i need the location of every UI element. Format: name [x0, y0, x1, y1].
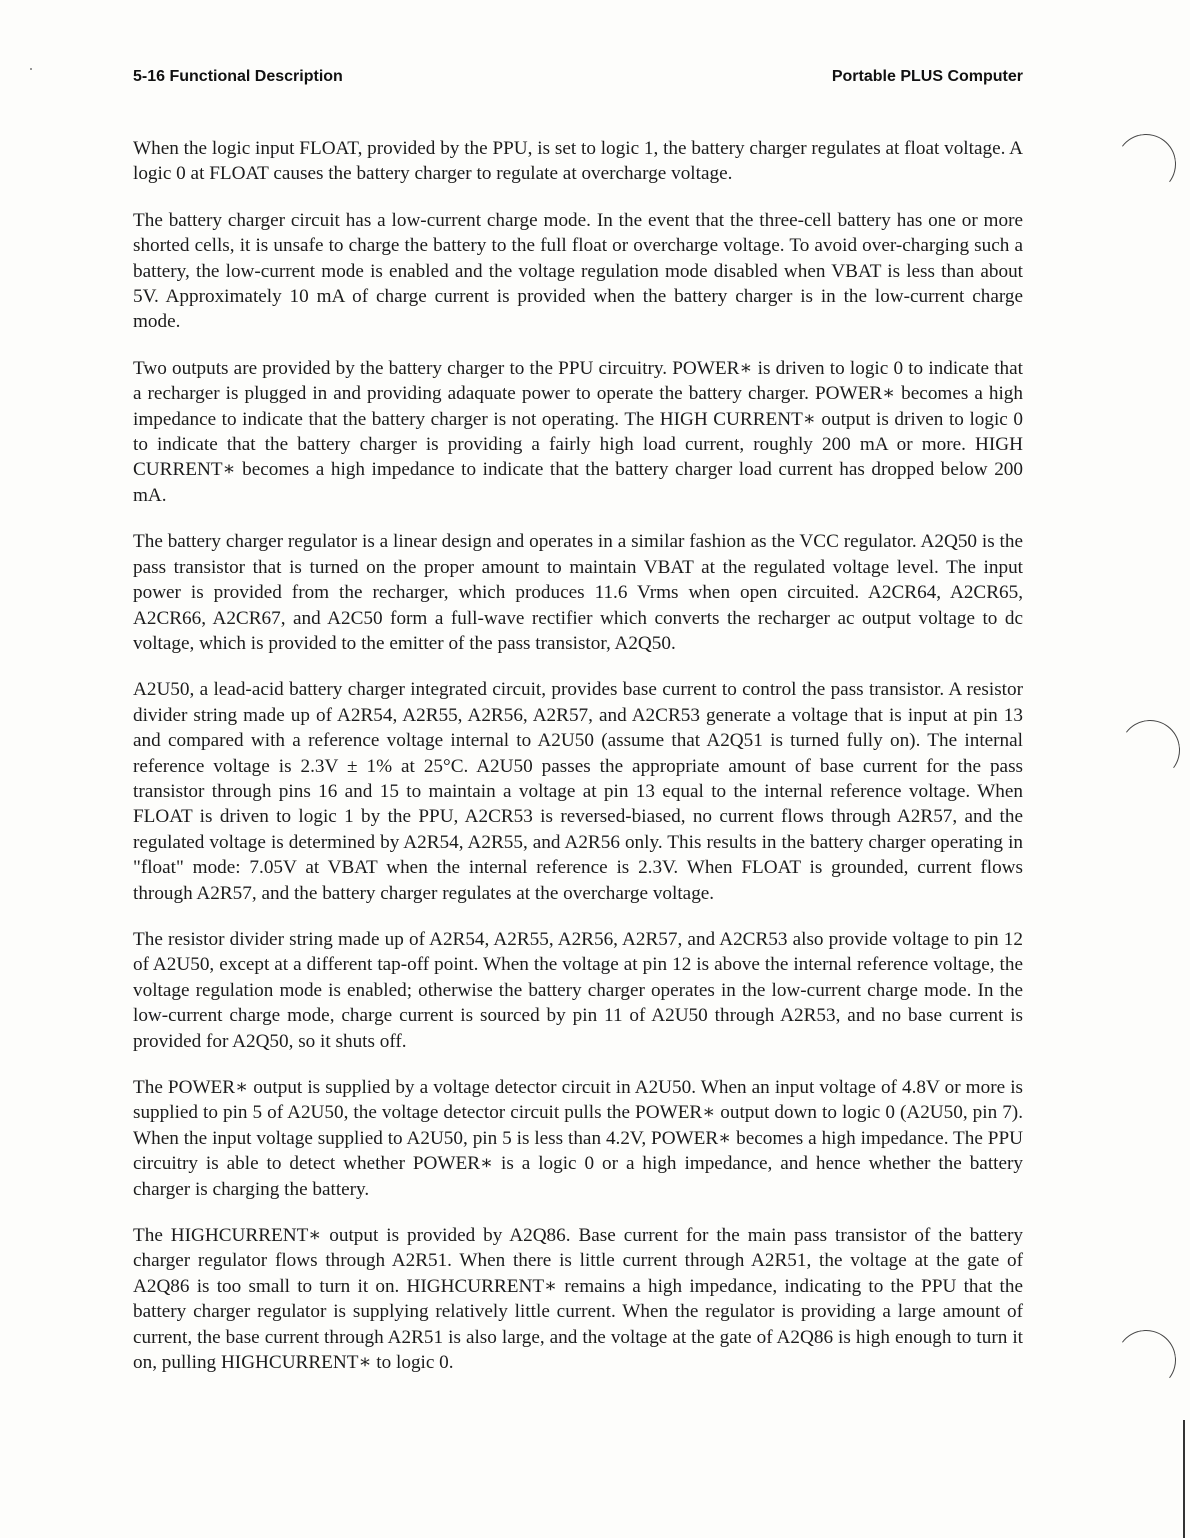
- paragraph-float: When the logic input FLOAT, provided by the PPU, is set to logic 1, the battery charger regulates at float voltage. A logic 0 at FLOAT causes the battery charger to regulate at overcharge voltage.: [133, 138, 1023, 185]
- section-title: 5-16 Functional Description: [133, 68, 343, 85]
- paragraph-low-current-mode: The battery charger circuit has a low-current charge mode. In the event that the three-cell battery has one or more shorted cells, it is unsafe to charge the battery to the full float or overcharge voltage. To avoid over-charging such a battery, the low-current mode is enabled and the voltage regulation mode disabled when VBAT is less than about 5V. Approximately 10 mA of charge current is provided when the battery charger is in the low-current charge mode.: [133, 209, 1023, 333]
- paragraph-regulator: The battery charger regulator is a linear design and operates in a similar fashion as the VCC regulator. A2Q50 is the pass transistor that is turned on the proper amount to maintain VBAT at the regulated voltage level. The input power is provided from the recharger, which produces 11.6 Vrms when open circuited. A2CR64, A2CR65, A2CR66, A2CR67, and A2C50 form a full-wave rectifier which converts the recharger ac output voltage to dc voltage, which is provided to the emitter of the pass transistor, A2Q50.: [133, 531, 1023, 654]
- paragraph-a2u50: A2U50, a lead-acid battery charger integrated circuit, provides base current to control the pass transistor. A resistor divider string made up of A2R54, A2R55, A2R56, A2R57, and A2CR53 generate a voltage that is input at pin 13 and compared with a reference voltage internal to A2U50 (assume that A2Q51 is turned fully on). The internal reference voltage is 2.3V ± 1% at 25°C. A2U50 passes the appropriate amount of base current for the pass transistor through pins 16 and 15 to maintain a voltage at pin 13 equal to the internal reference voltage. When FLOAT is driven to logic 1 by the PPU, A2CR53 is reversed-biased, no current flows through A2R57, and the regulated voltage is determined by A2R54, A2R55, and A2R56 only. This results in the battery charger operating in "float" mode: 7.05V at VBAT when the internal reference is 2.3V. When FLOAT is grounded, current flows through A2R57, and the battery charger regulates at the overcharge voltage.: [133, 679, 1023, 904]
- body-text: [133, 136, 1023, 1396]
- binder-hole-mark-middle: [1116, 716, 1184, 784]
- binder-hole-mark-top: [1112, 130, 1180, 198]
- book-title: Portable PLUS Computer: [831, 68, 1023, 85]
- paragraph-divider-string: The resistor divider string made up of A2R54, A2R55, A2R56, A2R57, and A2CR53 also provide voltage to pin 12 of A2U50, except at a different tap-off point. When the voltage at pin 12 is above the internal reference voltage, the voltage regulation mode is enabled; otherwise the battery charger operates in the low-current charge mode. In the low-current charge mode, charge current is sourced by pin 11 of A2U50 through A2R53, and no base current is provided for A2Q50, so it shuts off.: [133, 928, 1023, 1052]
- paragraph-highcurrent-output: The HIGHCURRENT∗ output is provided by A2Q86. Base current for the main pass transistor of the battery charger regulator flows through A2R51. When there is little current through A2R51, the voltage at the gate of A2Q86 is too small to turn it on. HIGHCURRENT∗ remains a high impedance, indicating to the PPU that the battery charger regulator is supplying relatively little current. When the regulator is providing a large amount of current, the base current through A2R51 is also large, and the voltage at the gate of A2Q86 is high enough to turn it on, pulling HIGHCURRENT∗ to logic 0.: [133, 1225, 1023, 1374]
- paragraph-power-output: The POWER∗ output is supplied by a voltage detector circuit in A2U50. When an input voltage of 4.8V or more is supplied to pin 5 of A2U50, the voltage detector circuit pulls the POWER∗ output down to logic 0 (A2U50, pin 7). When the input voltage supplied to A2U50, pin 5 is less than 4.2V, POWER∗ becomes a high impedance. The PPU circuitry is able to detect whether POWER∗ is a logic 0 or a high impedance, and hence whether the battery charger is charging the battery.: [133, 1077, 1023, 1200]
- page-header: [133, 68, 1023, 92]
- paragraph-outputs: Two outputs are provided by the battery charger to the PPU circuitry. POWER∗ is driven to logic 0 to indicate that a recharger is plugged in and providing adaquate power to operate the battery charger. POWER∗ becomes a high impedance to indicate that the battery charger is not operating. The HIGH CURRENT∗ output is driven to logic 0 to indicate that the battery charger is providing a fairly high load current, roughly 200 mA or more. HIGH CURRENT∗ becomes a high impedance to indicate that the battery charger load current has dropped below 200 mA.: [133, 357, 1023, 506]
- binder-hole-mark-bottom: [1112, 1326, 1180, 1394]
- page-edge-line: [1183, 1420, 1185, 1538]
- scan-speck: [30, 68, 32, 70]
